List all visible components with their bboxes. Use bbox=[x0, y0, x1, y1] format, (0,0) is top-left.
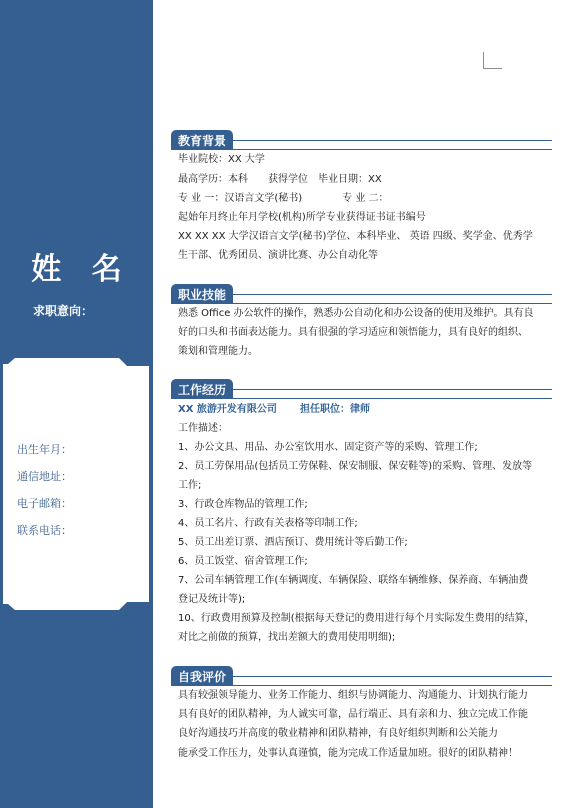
section-title: 自我评价 bbox=[178, 670, 227, 684]
work-duty-line: 2、员工劳保用品(包括员工劳保鞋、保安制服、保安鞋等)的采购、管理、发放等 bbox=[178, 461, 533, 472]
work-duty-line: 对比之前做的预算，找出差额大的费用使用明细); bbox=[178, 632, 396, 643]
work-position: 担任职位：律师 bbox=[300, 404, 370, 415]
education-major: 专 业 一：汉语言文学(秘书) 专 业 二： bbox=[178, 193, 389, 204]
self-eval-line: 良好沟通技巧并高度的敬业精神和团队精神，有良好组织判断和公关能力 bbox=[178, 728, 498, 739]
info-card-shape bbox=[3, 358, 149, 610]
work-duty-line: 5、员工出差订票、酒店预订、费用统计等后勤工作; bbox=[178, 537, 408, 548]
section-tab bbox=[171, 666, 233, 686]
skills-section-header bbox=[171, 284, 552, 304]
work-duty-line: 6、员工饭堂、宿舍管理工作; bbox=[178, 556, 308, 567]
education-school: 毕业院校：XX 大学 bbox=[178, 154, 265, 165]
section-title: 职业技能 bbox=[178, 288, 227, 302]
work-desc-label: 工作描述： bbox=[178, 423, 228, 434]
birth-label: 出生年月： bbox=[17, 443, 72, 456]
education-detail: 生干部、优秀团员、演讲比赛、办公自动化等 bbox=[178, 250, 378, 261]
address-label: 通信地址： bbox=[17, 470, 72, 483]
work-duty-line: 1、办公文具、用品、办公室饮用水、固定资产等的采购、管理工作; bbox=[178, 442, 478, 453]
email-label: 电子邮箱： bbox=[17, 497, 72, 510]
work-duty-line: 7、公司车辆管理工作(车辆调度、车辆保险、联络车辆维修、保养商、车辆油费 bbox=[178, 575, 529, 586]
section-tab bbox=[171, 379, 233, 399]
work-duty-line: 4、员工名片、行政有关表格等印制工作; bbox=[178, 518, 358, 529]
candidate-name: 姓 名 bbox=[31, 252, 132, 287]
personal-info-card bbox=[3, 358, 149, 610]
self-eval-line: 具有较强领导能力、业务工作能力、组织与协调能力、沟通能力、计划执行能力 bbox=[178, 690, 528, 701]
self-eval-line: 能承受工作压力，处事认真谨慎，能为完成工作适量加班。很好的团队精神！ bbox=[178, 748, 518, 759]
job-intention-label: 求职意向： bbox=[33, 304, 94, 318]
phone-label: 联系电话： bbox=[17, 524, 72, 537]
self-eval-line: 具有良好的团队精神，为人诚实可靠，品行端正、具有亲和力、独立完成工作能 bbox=[178, 709, 528, 720]
work-section-header bbox=[171, 379, 552, 399]
section-title: 教育背景 bbox=[178, 134, 227, 148]
work-duty-line: 3、行政仓库物品的管理工作; bbox=[178, 499, 308, 510]
work-duty-line: 10、行政费用预算及控制(根据每天登记的费用进行每个月实际发生费用的结算， bbox=[178, 613, 535, 624]
education-degree: 最高学历：本科 获得学位 毕业日期：XX bbox=[178, 174, 382, 185]
skills-text: 策划和管理能力。 bbox=[178, 346, 258, 357]
page-corner-mark bbox=[483, 52, 502, 69]
education-template: 起始年月终止年月学校(机构)所学专业获得证书证书编号 bbox=[178, 212, 426, 223]
section-title: 工作经历 bbox=[178, 383, 227, 397]
education-detail: XX XX XX 大学汉语言文学(秘书)学位、本科毕业、 英语 四级、奖学金、优秀学 bbox=[178, 231, 533, 242]
skills-text: 熟悉 Office 办公软件的操作，熟悉办公自动化和办公设备的使用及维护。具有良 bbox=[178, 308, 534, 319]
section-tab bbox=[171, 284, 233, 304]
education-section-header bbox=[171, 130, 552, 150]
work-duty-line: 工作; bbox=[178, 480, 202, 491]
work-company: XX 旅游开发有限公司 bbox=[178, 404, 277, 415]
section-tab bbox=[171, 130, 233, 150]
work-duty-line: 登记及统计等); bbox=[178, 594, 246, 605]
skills-text: 好的口头和书面表达能力。具有很强的学习适应和领悟能力，具有良好的组织、 bbox=[178, 327, 528, 338]
self-eval-section-header bbox=[171, 666, 552, 686]
